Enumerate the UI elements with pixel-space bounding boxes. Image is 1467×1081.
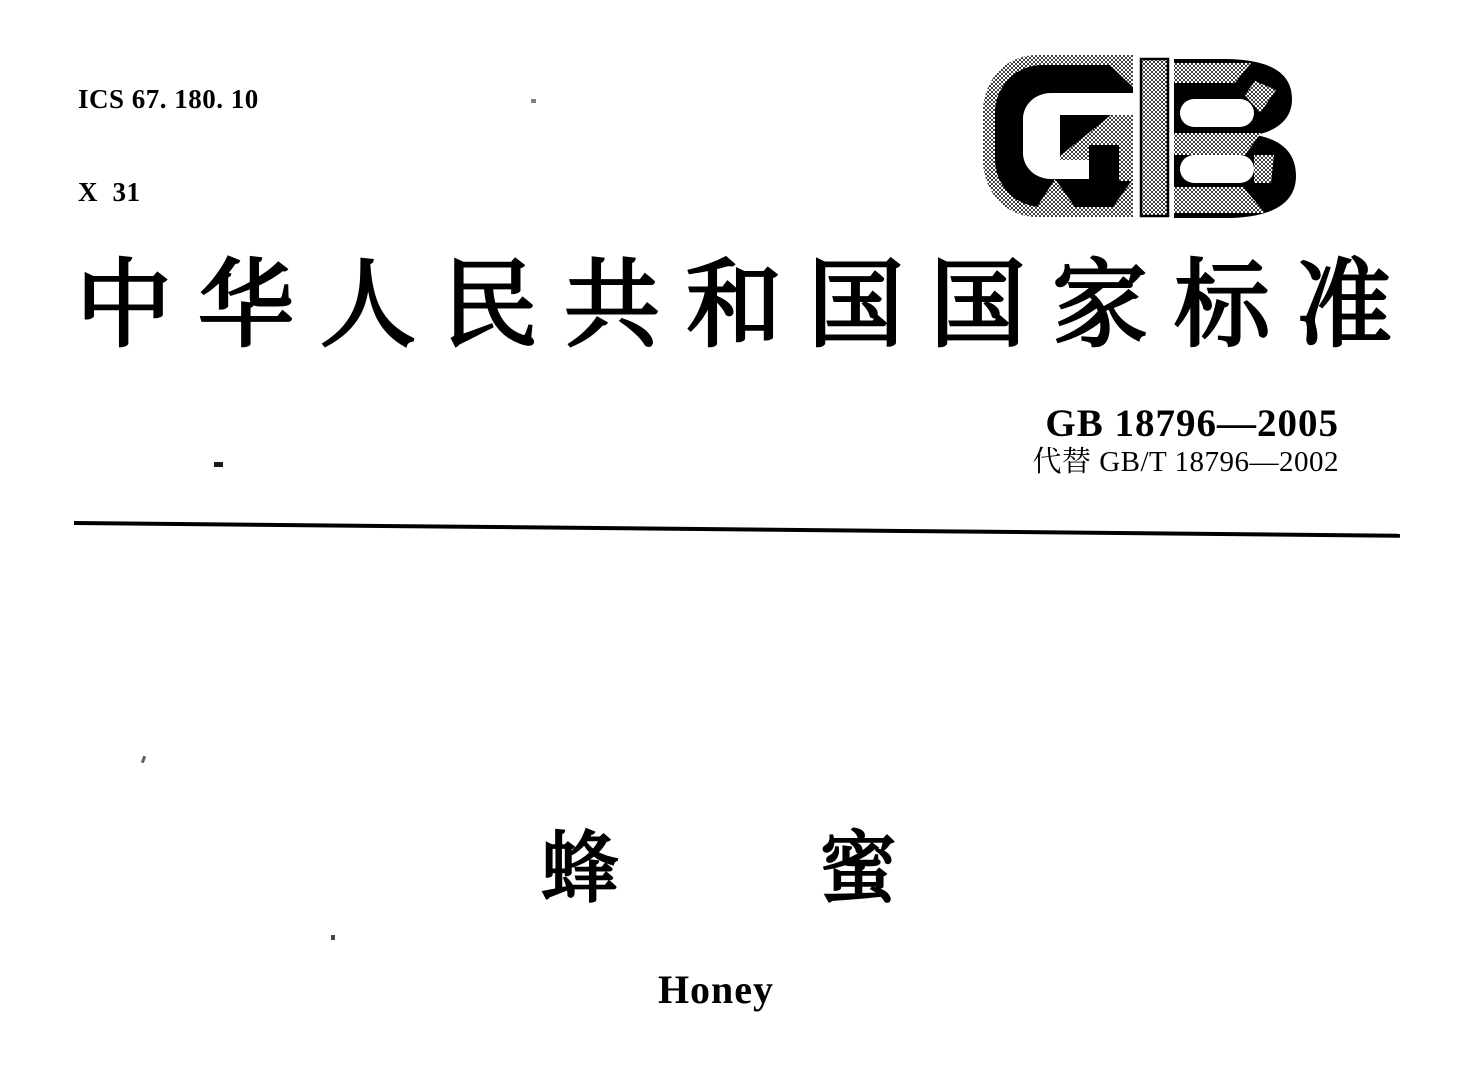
header-rule	[74, 521, 1400, 538]
national-standard-title	[76, 252, 1392, 359]
subject-title-cn	[541, 825, 897, 912]
scan-speck	[141, 756, 146, 764]
national-title-char: 准	[1296, 252, 1392, 359]
scan-speck	[331, 935, 335, 940]
scan-speck	[531, 99, 536, 103]
national-title-char: 和	[686, 252, 782, 359]
gb-logo	[983, 55, 1298, 222]
standard-code-block	[1032, 402, 1339, 479]
subject-title-char2: 蜜	[818, 825, 897, 912]
replaces-note: 代替 GB/T 18796—2002	[1032, 446, 1339, 478]
subject-title-en: Honey	[657, 967, 775, 1012]
national-title-char: 国	[808, 252, 904, 359]
standard-code: GB 18796—2005	[1045, 402, 1339, 445]
national-title-char: 人	[320, 252, 416, 359]
national-title-char: 民	[442, 252, 538, 359]
subject-title-char1: 蜂	[541, 825, 620, 912]
national-title-char: 中	[76, 252, 172, 359]
ics-code-line1: ICS 67. 180. 10	[78, 84, 259, 114]
scan-speck	[214, 462, 223, 467]
national-title-char: 国	[930, 252, 1026, 359]
national-title-char: 共	[564, 252, 660, 359]
ics-code-line2: X 31	[78, 177, 141, 207]
national-title-char: 家	[1052, 252, 1148, 359]
ics-code-block	[78, 22, 259, 270]
national-title-char: 标	[1174, 252, 1270, 359]
national-title-char: 华	[198, 252, 294, 359]
